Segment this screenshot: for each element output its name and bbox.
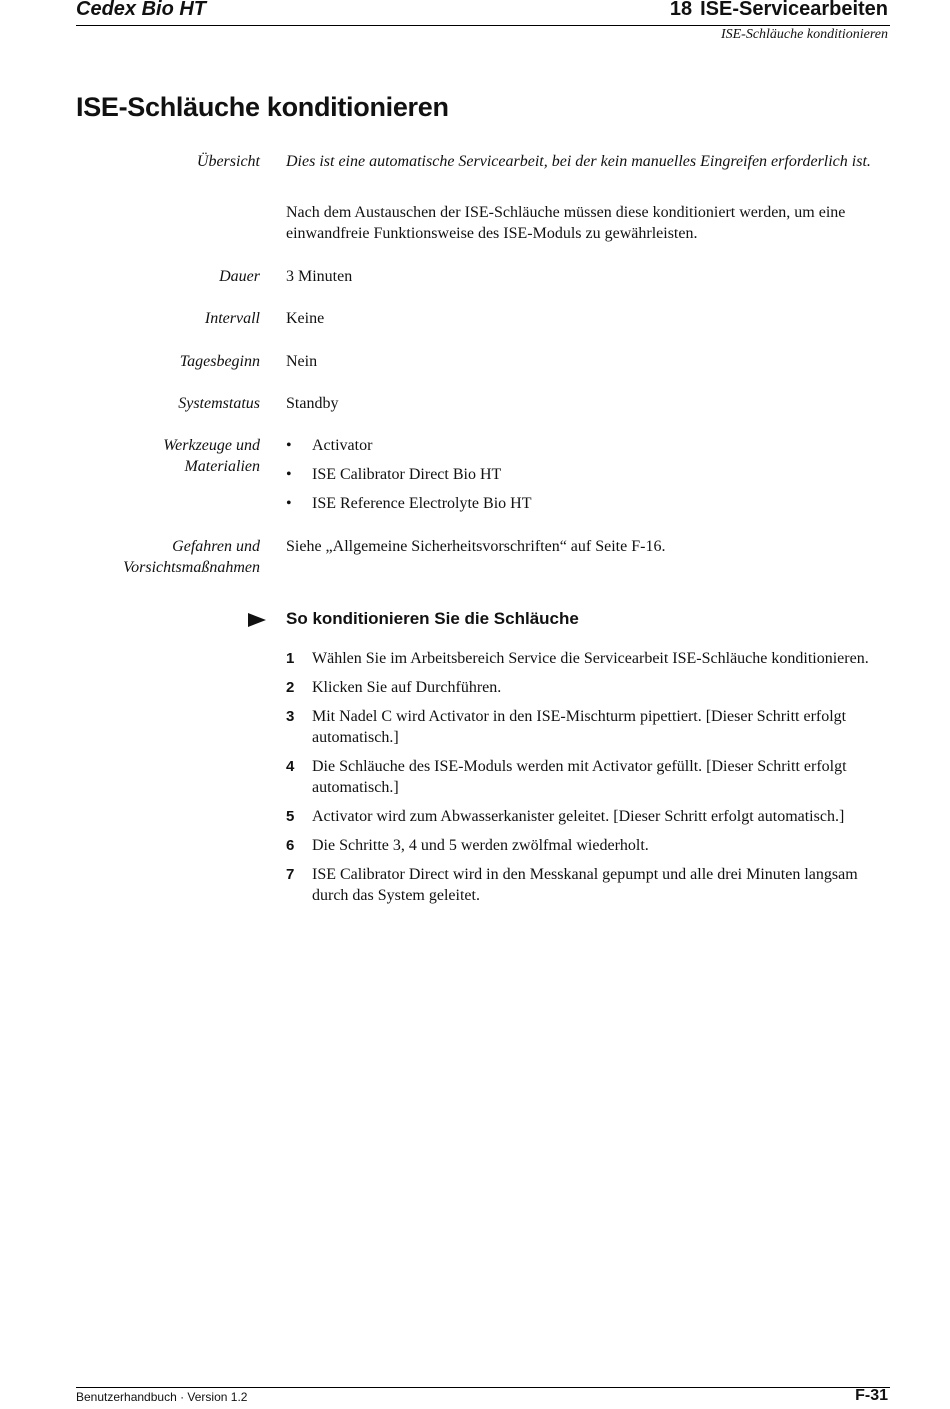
step-number: 7: [286, 866, 295, 883]
hazards-value: Siehe „Allgemeine Sicherheitsvorschriften“ auf Seite F-16.: [286, 538, 666, 555]
interval-label: Intervall: [204, 310, 260, 327]
tools-label: [163, 435, 260, 477]
overview-text-1: Dies ist eine automatische Servicearbeit, bei der kein manuelles Eingreifen erforderlich ist.: [286, 153, 871, 170]
bullet-icon: •: [286, 437, 292, 454]
hazards-label-line-1: Gefahren und: [172, 538, 260, 555]
tool-item: Activator: [312, 437, 373, 454]
product-name: Cedex Bio HT: [76, 0, 207, 20]
page-number: F-31: [855, 1387, 888, 1404]
overview-text-2: Nach dem Austauschen der ISE-Schläuche müssen diese konditioniert werden, um eine einwandfreie Funktionsweise des ISE-Moduls zu gewährleisten.: [286, 204, 846, 242]
step-text: Wählen Sie im Arbeitsbereich Service die Servicearbeit ISE-Schläuche konditionieren.: [312, 650, 869, 667]
step-item: [286, 706, 890, 748]
procedure-steps: [286, 648, 890, 914]
step-text: Die Schritte 3, 4 und 5 werden zwölfmal wiederholt.: [312, 837, 649, 854]
header-rule: [76, 25, 890, 26]
step-number: 5: [286, 808, 295, 825]
step-number: 3: [286, 708, 295, 725]
step-item: [286, 806, 890, 827]
tools-list: [286, 435, 890, 522]
tool-item: ISE Calibrator Direct Bio HT: [312, 466, 502, 483]
chapter-title: ISE-Servicearbeiten: [700, 0, 888, 20]
list-item: [286, 435, 890, 456]
bullet-icon: •: [286, 466, 292, 483]
footer-rule: [76, 1387, 890, 1388]
step-text: ISE Calibrator Direct wird in den Messkanal gepumpt und alle drei Minuten langsam durch das System geleitet.: [312, 866, 858, 904]
step-item: [286, 677, 890, 698]
list-item: [286, 464, 890, 485]
duration-value: 3 Minuten: [286, 268, 353, 285]
chapter-heading: [670, 0, 888, 21]
bullet-icon: •: [286, 495, 292, 512]
footer-manual-version: Benutzerhandbuch · Version 1.2: [76, 1390, 248, 1404]
chapter-number: 18: [669, 0, 693, 20]
page-title: ISE-Schläuche konditionieren: [76, 92, 449, 122]
step-number: 1: [286, 650, 295, 667]
list-item: [286, 493, 890, 514]
step-item: [286, 648, 890, 669]
procedure-title: So konditionieren Sie die Schläuche: [286, 609, 579, 628]
duration-label: Dauer: [219, 268, 260, 285]
hazards-label: [123, 536, 260, 578]
step-text: Activator wird zum Abwasserkanister geleitet. [Dieser Schritt erfolgt automatisch.]: [312, 808, 845, 825]
procedure-arrow-icon: [248, 613, 266, 627]
day-start-value: Nein: [286, 353, 318, 370]
step-number: 2: [286, 679, 295, 696]
tools-label-line-1: Werkzeuge und: [163, 437, 260, 454]
step-item: [286, 756, 890, 798]
tool-item: ISE Reference Electrolyte Bio HT: [312, 495, 532, 512]
section-subtitle: ISE-Schläuche konditionieren: [720, 27, 888, 42]
step-number: 6: [286, 837, 295, 854]
system-status-value: Standby: [286, 395, 339, 412]
system-status-label: Systemstatus: [178, 395, 260, 412]
day-start-label: Tagesbeginn: [179, 353, 260, 370]
step-text: Klicken Sie auf Durchführen.: [312, 679, 502, 696]
interval-value: Keine: [286, 310, 325, 327]
overview-label: Übersicht: [196, 153, 260, 170]
tools-label-line-2: Materialien: [184, 458, 260, 475]
step-text: Mit Nadel C wird Activator in den ISE-Mischturm pipettiert. [Dieser Schritt erfolgt automatisch.]: [312, 708, 847, 746]
step-item: [286, 835, 890, 856]
step-number: 4: [286, 758, 295, 775]
hazards-label-line-2: Vorsichtsmaßnahmen: [123, 559, 260, 576]
step-text: Die Schläuche des ISE-Moduls werden mit Activator gefüllt. [Dieser Schritt erfolgt automatisch.]: [312, 758, 847, 796]
step-item: [286, 864, 890, 906]
